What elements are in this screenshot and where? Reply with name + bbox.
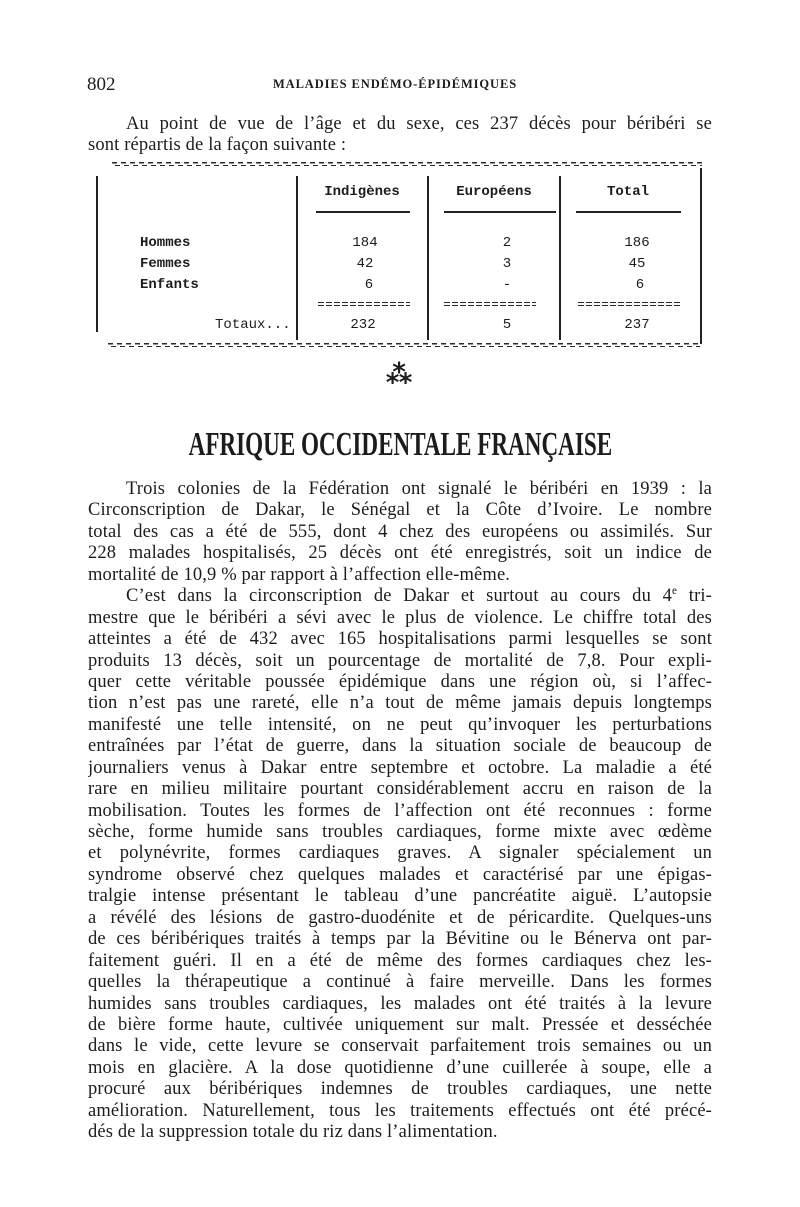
body-line: et polynévrite, formes cardiaques graves. A signaler spécialement un — [88, 843, 712, 864]
table-cell: 45 — [628, 256, 646, 272]
body-line: mestre que le béribéri a sévi avec le plus de violence. Le chiffre total des — [88, 607, 712, 628]
section-heading — [0, 428, 800, 462]
running-head: MALADIES ENDÉMO-ÉPIDÉMIQUES — [272, 77, 518, 91]
body-line: Au point de vue de l’âge et du sexe, ces 237 décès pour béribéri se — [126, 114, 712, 134]
table-cell: 2 — [502, 235, 512, 251]
page-number: 802 — [87, 74, 116, 95]
table-cell: 5 — [502, 317, 512, 333]
body-line: sont répartis de la façon suivante : — [88, 135, 347, 156]
section-title: AFRIQUE OCCIDENTALE FRANÇAISE — [188, 426, 612, 463]
body-line: 228 malades hospitalisés, 25 décès ont été enregistrés, soit un indice de — [88, 543, 712, 564]
body-line: sèche, forme humide sans troubles cardiaques, forme mixte avec œdème — [88, 822, 712, 842]
column-divider — [427, 176, 429, 340]
table-top-border — [112, 162, 702, 166]
ordinal-suffix: e — [672, 586, 678, 598]
body-line: mobilisation. Toutes les formes de l’affection ont été reconnues : forme — [88, 800, 712, 821]
table-bottom-border — [108, 343, 700, 347]
column-header-europeens: Européens — [456, 184, 532, 200]
total-rule — [318, 302, 410, 306]
body-line: manifesté une telle intensité, on ne peut qu’invoquer les perturbations — [88, 714, 712, 735]
line-text: tri- — [677, 586, 712, 607]
body-line: amélioration. Naturellement, tous les traitements effectués ont été précé- — [88, 1100, 712, 1121]
column-header-indigenes: Indigènes — [324, 184, 400, 200]
body-line: quer cette véritable poussée épidémique dans une région où, si l’affec- — [88, 671, 712, 692]
body-line: total des cas a été de 555, dont 4 chez des européens ou assimilés. Sur — [88, 521, 712, 542]
body-line: a révélé des lésions de gastro-duodénite et de péricardite. Quelques-uns — [88, 907, 712, 928]
total-rule — [444, 302, 536, 306]
table-cell: 184 — [352, 235, 378, 251]
mortality-table — [0, 0, 800, 360]
table-cell: 237 — [624, 317, 650, 333]
header-underline — [444, 211, 556, 213]
row-label-femmes: Femmes — [140, 256, 191, 272]
header-underline — [576, 211, 681, 213]
column-divider — [559, 176, 561, 340]
body-line: faitement guéri. Il en a été de même des formes cardiaques chez les- — [88, 950, 712, 971]
table-cell: 6 — [364, 277, 374, 293]
table-cell: 3 — [502, 256, 512, 272]
row-label-hommes: Hommes — [140, 235, 191, 251]
table-cell: 42 — [356, 256, 374, 272]
body-line: tion n’est pas une rareté, elle n’a tout de même jamais depuis longtemps — [88, 693, 712, 714]
table-cell: 232 — [350, 317, 376, 333]
body-line: journaliers venus à Dakar entre septembre et octobre. La maladie a été — [88, 757, 712, 778]
body-line: Trois colonies de la Fédération ont signalé le béribéri en 1939 : la — [126, 479, 712, 499]
table-left-border — [96, 176, 98, 332]
table-cell: 6 — [635, 277, 645, 293]
row-label-totaux: Totaux... — [215, 317, 291, 333]
header-underline — [316, 211, 410, 213]
body-line: rare en milieu militaire pourtant considérablement accru en raison de la — [88, 779, 712, 800]
total-rule — [578, 302, 680, 306]
column-header-total: Total — [606, 184, 649, 200]
body-line: dans le vide, cette levure se conservait parfaitement trois semaines ou un — [88, 1036, 712, 1057]
asterism-ornament: ⁂ — [385, 360, 413, 390]
body-line: tralgie intense présentant le tableau d’une pancréatite aiguë. L’autopsie — [88, 886, 712, 907]
body-line: mortalité de 10,9 % par rapport à l’affection elle-même. — [88, 564, 511, 585]
table-right-border — [700, 168, 702, 344]
body-line: dés de la suppression totale du riz dans l’alimentation. — [88, 1122, 498, 1143]
table-cell: - — [502, 277, 512, 293]
body-line: entraînées par l’état de guerre, dans la situation sociale de beaucoup de — [88, 736, 712, 757]
body-line: quelles la thérapeutique a continué à faire merveille. Dans les formes — [88, 972, 712, 993]
body-line: de bière forme haute, cultivée uniquement sur malt. Pressée et desséchée — [88, 1014, 712, 1035]
body-line: de ces béribériques traités à temps par la Bévitine ou le Bénerva ont par- — [88, 929, 712, 950]
body-line: humides sans troubles cardiaques, les malades ont été traités à la levure — [88, 993, 712, 1014]
body-line — [88, 586, 712, 607]
body-line: produits 13 décès, soit un pourcentage de mortalité de 7,8. Pour expli- — [88, 650, 712, 671]
body-line: atteintes a été de 432 avec 165 hospitalisations parmi lesquelles se sont — [88, 629, 712, 650]
table-cell: 186 — [624, 235, 650, 251]
row-label-enfants: Enfants — [140, 277, 199, 293]
column-divider — [296, 176, 298, 340]
body-line: Circonscription de Dakar, le Sénégal et la Côte d’Ivoire. Le nombre — [88, 500, 712, 521]
section-paragraphs — [88, 479, 712, 1144]
line-text: C’est dans la circonscription de Dakar et surtout au cours du 4 — [126, 586, 673, 607]
body-line: mois en glacière. A la dose quotidienne d’une cuillerée à soupe, elle a — [88, 1057, 712, 1078]
body-line: syndrome observé chez quelques malades et caractérisé par une épigas- — [88, 864, 712, 885]
body-line: procuré aux béribériques indemnes de troubles cardiaques, une nette — [88, 1079, 712, 1100]
